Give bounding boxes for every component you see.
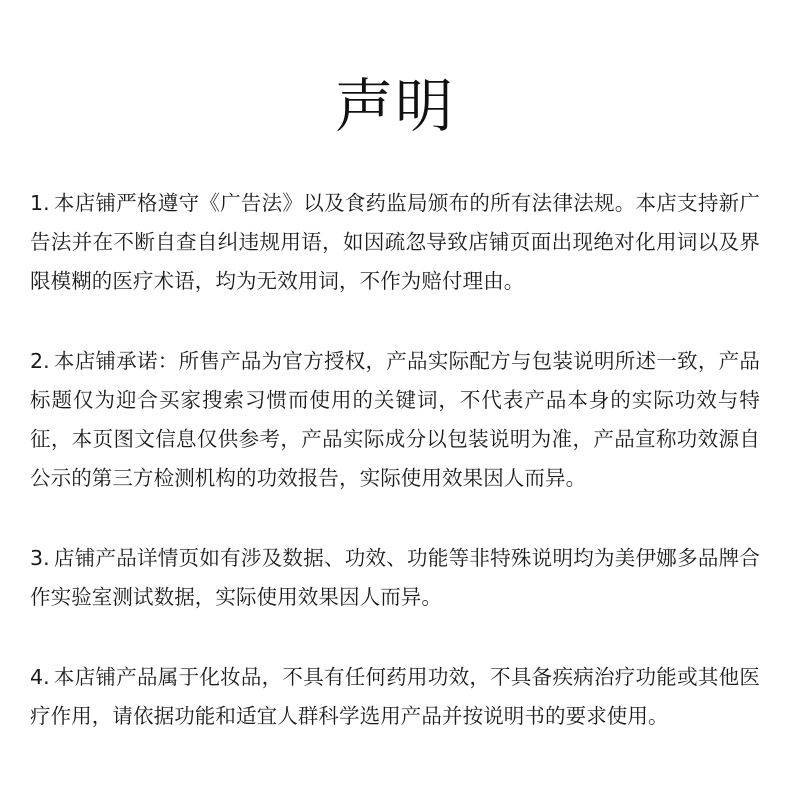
clause-number: 3. (30, 546, 50, 570)
clause-text: 店铺产品详情页如有涉及数据、功效、功能等非特殊说明均为美伊娜多品牌合作实验室测试数据，实际使用效果因人而异。 (30, 546, 760, 609)
clause-number: 1. (30, 191, 50, 215)
clause-text: 本店铺严格遵守《广告法》以及食药监局颁布的所有法律法规。本店支持新广告法并在不断自查自纠违规用语，如因疏忽导致店铺页面出现绝对化用词以及界限模糊的医疗术语，均为无效用词，不作为赔付理由。 (30, 191, 760, 293)
clause-3 (30, 539, 760, 617)
clause-1 (30, 184, 760, 301)
clause-number: 4. (30, 665, 50, 689)
clause-number: 2. (30, 349, 50, 373)
clause-2 (30, 342, 760, 498)
page-title: 声明 (334, 72, 455, 140)
clause-text: 本店铺产品属于化妆品，不具有任何药用功效，不具备疾病治疗功能或其他医疗作用，请依据功能和适宜人群科学选用产品并按说明书的要求使用。 (30, 665, 760, 728)
disclaimer-clauses (30, 184, 760, 736)
clause-4 (30, 658, 760, 736)
clause-text: 本店铺承诺：所售产品为官方授权，产品实际配方与包装说明所述一致，产品标题仅为迎合买家搜索习惯而使用的关键词，不代表产品本身的实际功效与特征，本页图文信息仅供参考，产品实际成分以包装说明为准，产品宣称功效源自公示的第三方检测机构的功效报告，实际使用效果因人而异。 (30, 349, 760, 490)
